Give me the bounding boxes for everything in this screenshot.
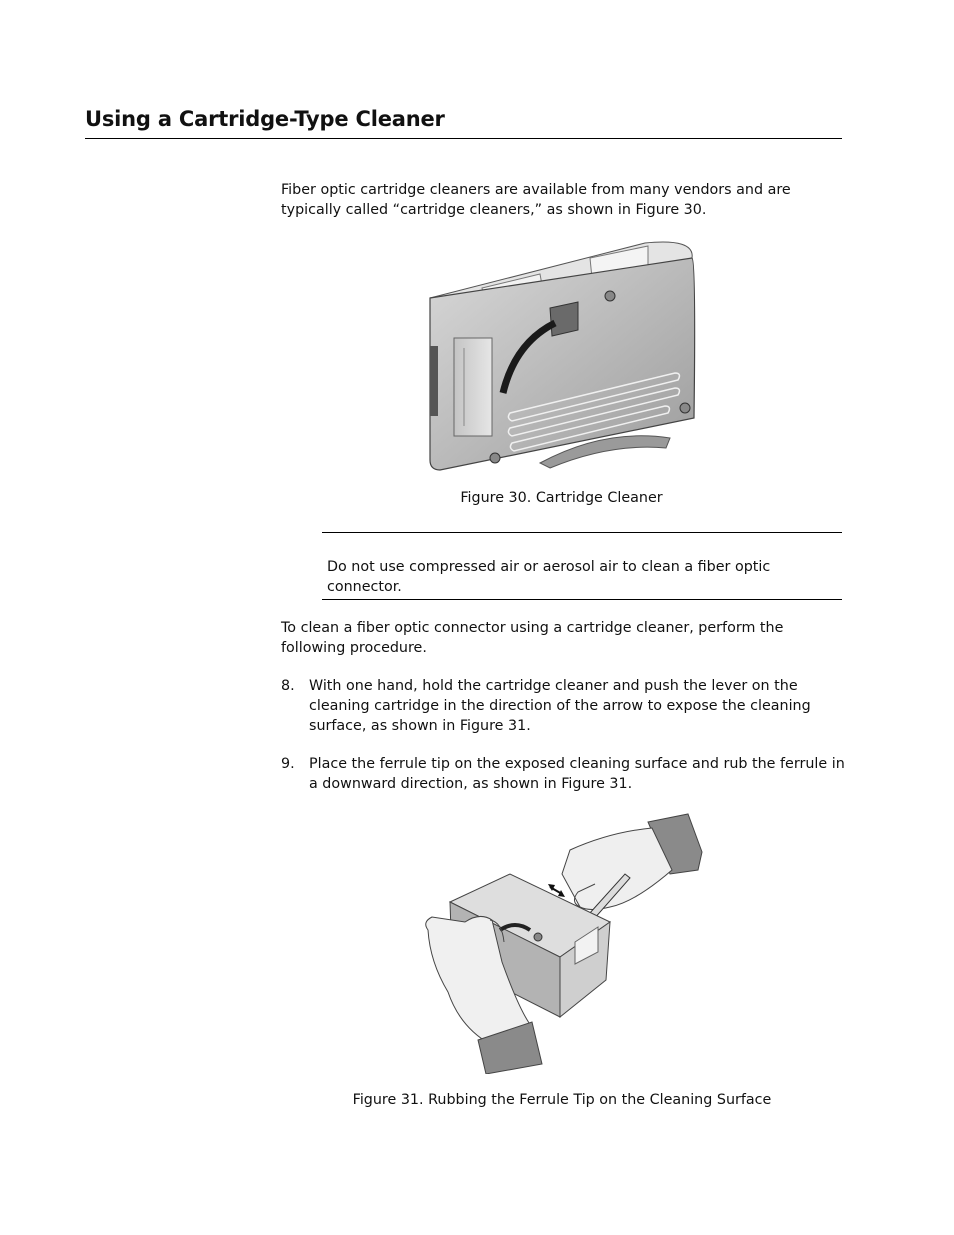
procedure-intro: To clean a fiber optic connector using a cartridge cleaner, perform the following procedure. [281,620,784,656]
intro-paragraph: Fiber optic cartridge cleaners are available from many vendors and are typically called “cartridge cleaners,” as shown in Figure 30. [281,182,791,218]
step-text: With one hand, hold the cartridge cleaner and push the lever on the cleaning cartridge in the direction of the arrow to expose the cleaning surface, as shown in Figure 31. [309,678,811,734]
ferrule-rubbing-illustration [420,812,710,1074]
step-8 [281,676,846,736]
cartridge-cleaner-illustration [420,238,705,476]
section-title: Using a Cartridge-Type Cleaner [85,107,842,139]
note-top-rule [322,532,842,533]
step-text: Place the ferrule tip on the exposed cleaning surface and rub the ferrule in a downward direction, as shown in Figure 31. [309,756,845,792]
figure-30-caption: Figure 30. Cartridge Cleaner [460,490,663,506]
step-9 [281,754,846,794]
step-number: 8. [281,678,295,694]
figure-31-caption: Figure 31. Rubbing the Ferrule Tip on the Cleaning Surface [352,1092,772,1108]
step-number: 9. [281,756,295,772]
caution-note: Do not use compressed air or aerosol air to clean a fiber optic connector. [322,557,842,600]
